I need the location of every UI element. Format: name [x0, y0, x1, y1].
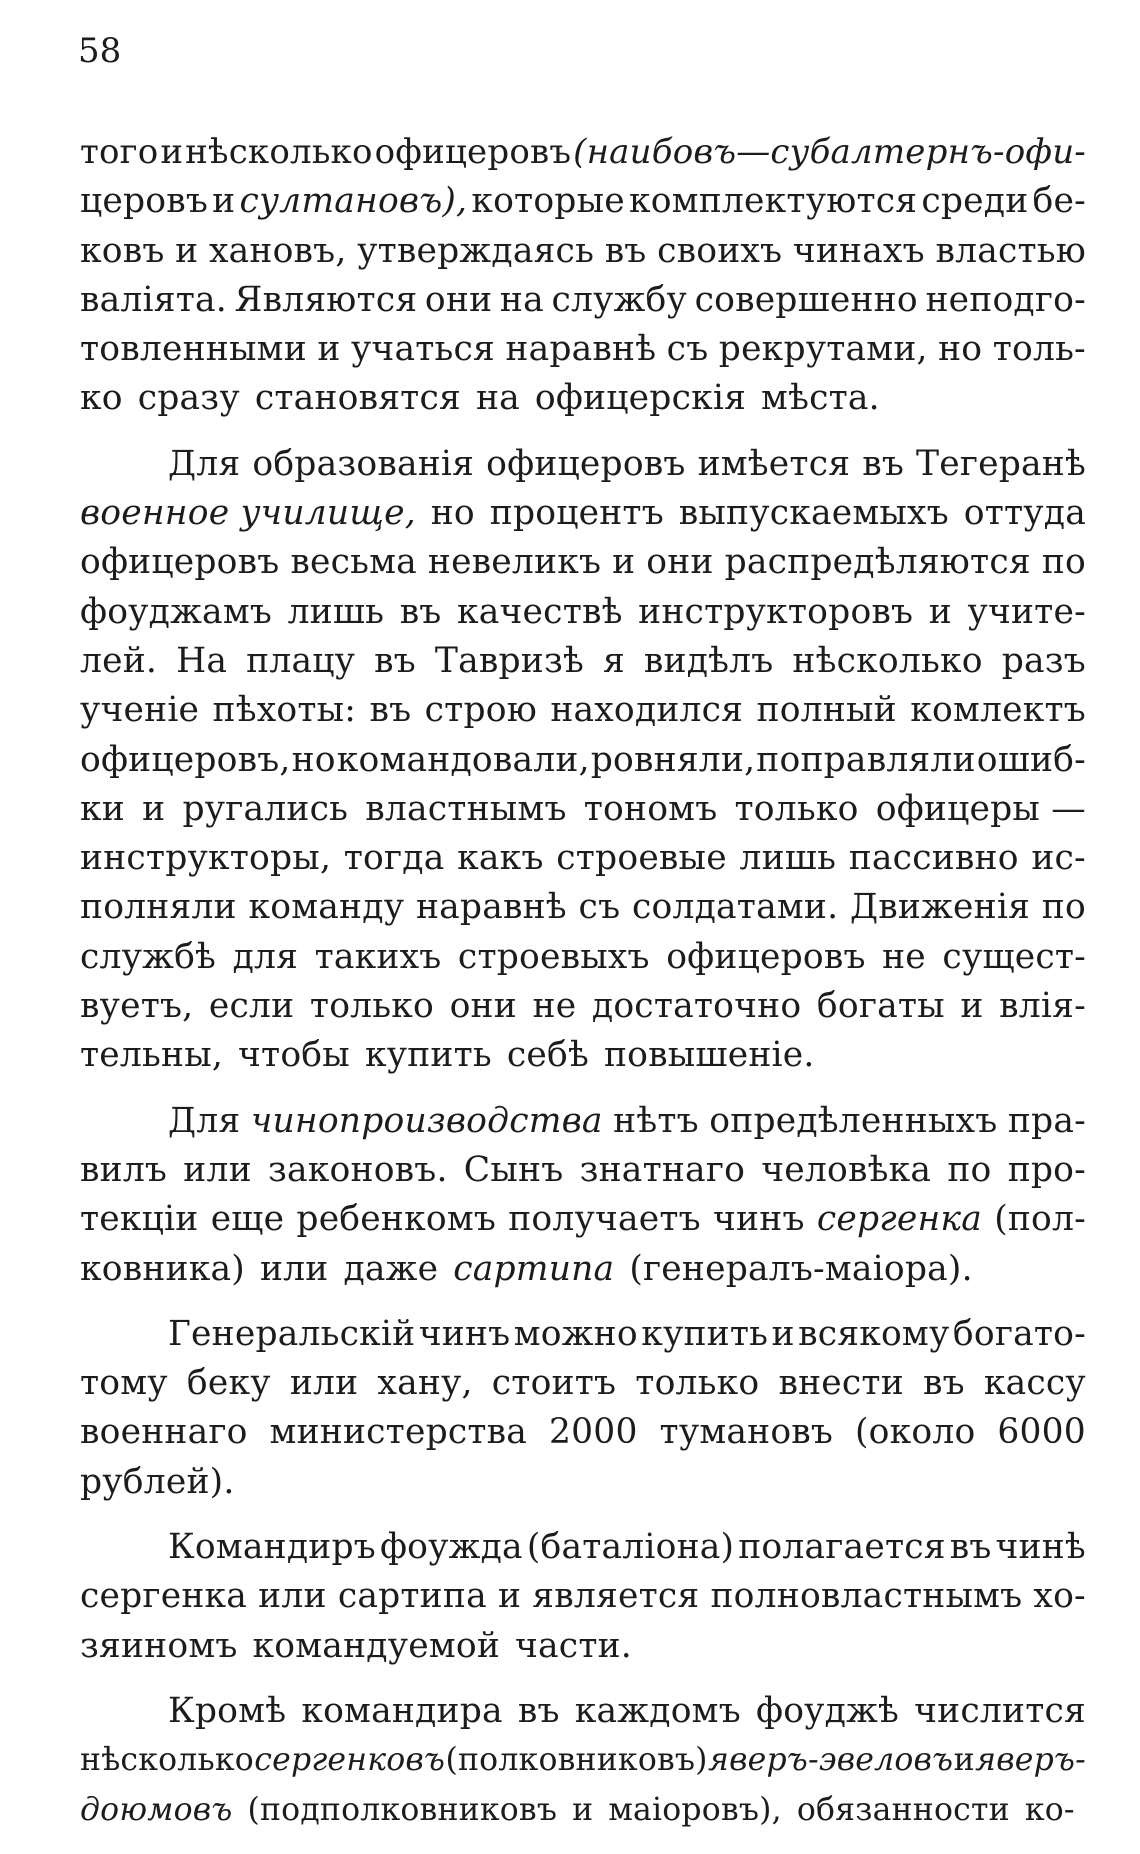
word: повышеніе. [603, 1035, 815, 1076]
word: тому [80, 1363, 168, 1404]
word: наравнѣ [415, 887, 567, 928]
word: своихъ [657, 230, 783, 271]
word: богаты [816, 986, 945, 1027]
word: становятся [254, 378, 461, 419]
word: вуетъ, [80, 986, 194, 1027]
word: Кромѣ [168, 1690, 287, 1731]
word: въ [517, 1690, 560, 1731]
word: властнымъ [365, 788, 567, 829]
word: они [646, 542, 714, 583]
word: по [1041, 887, 1086, 928]
word: можно [513, 1313, 638, 1354]
word: рублей). [80, 1461, 235, 1502]
word: выпускаемыхъ [678, 493, 949, 534]
word: утверждаясь [357, 230, 595, 271]
word: Являются [234, 279, 418, 320]
word: богато- [952, 1313, 1086, 1354]
word: съ [666, 329, 709, 370]
word: и [175, 230, 199, 271]
text-line [80, 686, 1086, 735]
paragraph-gap [80, 1081, 1086, 1097]
text-line [80, 374, 1086, 423]
word: чинѣ [995, 1527, 1086, 1568]
word: Для [168, 443, 241, 484]
text-line [80, 1736, 1086, 1785]
word: распредѣляются [724, 542, 1031, 583]
word: въ [369, 690, 412, 731]
word: офицеровъ [666, 936, 866, 977]
word: тумановъ [659, 1412, 834, 1453]
word: если [208, 986, 295, 1027]
word: наравнѣ [505, 329, 657, 370]
word: командуемой [252, 1625, 501, 1666]
word: сартипа [337, 1576, 487, 1617]
word: толь- [992, 329, 1086, 370]
text-line [80, 1687, 1086, 1736]
word: невеликъ [427, 542, 602, 583]
word: сергенка [80, 1576, 248, 1617]
word: (генералъ-маіора). [629, 1248, 973, 1289]
word: (подполковниковъ [247, 1791, 558, 1828]
paragraph-gap [80, 1671, 1086, 1687]
word: но [430, 493, 475, 534]
word: команду [248, 887, 405, 928]
word: ис- [1031, 838, 1086, 879]
word: лишь [739, 838, 837, 879]
word: комлектъ [910, 690, 1086, 731]
text-line [80, 489, 1086, 538]
word: которые [471, 181, 625, 222]
paragraph [80, 1687, 1086, 1835]
text-line [80, 538, 1086, 587]
text-line [80, 1310, 1086, 1359]
italic-term: сергенка [816, 1199, 982, 1240]
text-line [80, 883, 1086, 932]
text-line [80, 1097, 1086, 1146]
word: для [232, 936, 299, 977]
word: по [947, 1149, 992, 1190]
word: чинъ [418, 1313, 511, 1354]
word: части. [515, 1625, 632, 1666]
word: офицеровъ [374, 132, 572, 172]
word: чинахъ [792, 230, 925, 271]
word: совершенно [694, 279, 918, 320]
word: я [602, 640, 625, 681]
word: маіоровъ), [608, 1791, 782, 1828]
word: строю [424, 690, 537, 731]
word: качествѣ [457, 591, 623, 632]
word: въ [374, 640, 416, 681]
word: такихъ [314, 936, 442, 977]
word: инструкторы, [80, 838, 332, 879]
word: 6000 [997, 1412, 1086, 1453]
word: (пол- [994, 1199, 1086, 1240]
word: комплектуются [628, 181, 918, 222]
word: внести [778, 1363, 904, 1404]
word: достаточно [591, 986, 802, 1027]
word: Сынъ [463, 1149, 564, 1190]
word: ровняли, [590, 739, 756, 780]
word: мѣста. [761, 378, 880, 419]
word: нѣсколько [80, 1742, 254, 1779]
word: среди [921, 181, 1029, 222]
italic-term: военное училище, [80, 493, 416, 534]
word: чинъ [713, 1199, 805, 1240]
word: съ [578, 887, 621, 928]
word: про- [1007, 1149, 1086, 1190]
word: или [289, 1363, 359, 1404]
word: полновластнымъ [710, 1576, 1023, 1617]
word: (около [854, 1412, 976, 1453]
word: весьма [290, 542, 417, 583]
italic-term: (наибовъ—субалтернъ-офи- [573, 132, 1086, 172]
word: командира [301, 1690, 503, 1731]
word: обязанности [796, 1791, 1010, 1828]
text-line [80, 1458, 1086, 1507]
word: пѣхоты: [212, 690, 357, 731]
word: фоуджѣ [755, 1690, 900, 1731]
word: не [882, 936, 926, 977]
text-line [80, 227, 1086, 276]
word: офицеры — [875, 788, 1086, 829]
word: Тавризѣ [434, 640, 584, 681]
text-line [80, 588, 1086, 637]
word: купить [364, 1035, 492, 1076]
word: хо- [1033, 1576, 1086, 1617]
word: стоитъ [491, 1363, 617, 1404]
italic-term: яверъ- [975, 1742, 1086, 1779]
word: и [960, 986, 984, 1027]
word: по [1041, 542, 1086, 583]
word: и [771, 1313, 795, 1354]
word: купить [641, 1313, 769, 1354]
word: и [572, 1791, 594, 1828]
word: какъ [457, 838, 544, 879]
word: учаться [350, 329, 495, 370]
text-line [80, 1523, 1086, 1572]
word: солдатами. [631, 887, 839, 928]
body-text [80, 128, 1086, 1835]
text-line [80, 1146, 1086, 1195]
word: ки [80, 788, 125, 829]
word: на [499, 279, 544, 320]
paragraph [80, 1310, 1086, 1507]
word: или [258, 1576, 327, 1617]
word: человѣка [761, 1149, 932, 1190]
word: разъ [1001, 640, 1086, 681]
word: ребенкомъ [296, 1199, 497, 1240]
word: въ [399, 591, 442, 632]
text-line [80, 1359, 1086, 1408]
text-line [80, 1195, 1086, 1244]
word: даже [343, 1248, 439, 1289]
word: ко- [1024, 1791, 1075, 1828]
text-line [80, 1572, 1086, 1621]
text-line [80, 325, 1086, 374]
word: законовъ. [267, 1149, 448, 1190]
word: опредѣленныхъ [709, 1100, 998, 1141]
word: фоужда [379, 1527, 523, 1568]
word: и [160, 132, 184, 172]
word: того [80, 132, 159, 172]
word: находился [550, 690, 744, 731]
word: процентъ [489, 493, 664, 534]
word: 2000 [549, 1412, 638, 1453]
word: плацу [246, 640, 356, 681]
word: только [309, 986, 435, 1027]
word: текціи [80, 1199, 199, 1240]
paragraph [80, 1523, 1086, 1671]
word: не [532, 986, 577, 1027]
word: (баталіона) [526, 1527, 735, 1568]
word: сущест- [942, 936, 1086, 977]
paragraph [80, 128, 1086, 424]
text-line [80, 1786, 1086, 1835]
word: ученіе [80, 690, 200, 731]
word: пассивно [848, 838, 1019, 879]
paragraph-gap [80, 424, 1086, 440]
word: на [475, 378, 520, 419]
italic-term: яверъ-эвеловъ [708, 1742, 954, 1779]
word: видѣлъ [643, 640, 774, 681]
text-line [80, 834, 1086, 883]
word: рекрутами, [718, 329, 928, 370]
word: офицерскія [534, 378, 747, 419]
word: неподго- [925, 279, 1086, 320]
word: въ [949, 1527, 992, 1568]
word: Тегеранѣ [916, 443, 1086, 484]
text-line [80, 785, 1086, 834]
word: нѣсколько [792, 640, 983, 681]
word: офицеровъ, [80, 739, 291, 780]
word: но [291, 739, 336, 780]
italic-term: чинопроизводства [250, 1100, 603, 1141]
word: товленными [80, 329, 307, 370]
word: полняли [80, 887, 237, 928]
word: зяиномъ [80, 1625, 238, 1666]
paragraph [80, 1097, 1086, 1294]
word: хану, [377, 1363, 473, 1404]
word: службу [551, 279, 687, 320]
word: ковъ [80, 230, 165, 271]
text-line [80, 440, 1086, 489]
word: церовъ [80, 181, 209, 222]
paragraph-gap [80, 1507, 1086, 1523]
word: тогда [343, 838, 445, 879]
word: знатнаго [579, 1149, 746, 1190]
word: командовали, [336, 739, 590, 780]
word: Для [168, 1100, 241, 1141]
word: въ [862, 443, 904, 484]
word: каждомъ [574, 1690, 741, 1731]
word: (полковниковъ) [445, 1742, 708, 1779]
word: бе- [1032, 181, 1086, 222]
word: Генеральскій [168, 1313, 416, 1354]
word: сразу [137, 378, 240, 419]
word: офицеровъ [80, 542, 280, 583]
text-line [80, 1031, 1086, 1080]
word: только [734, 788, 859, 829]
word: еще [210, 1199, 285, 1240]
word: На [176, 640, 228, 681]
word: властью [935, 230, 1086, 271]
word: и [953, 1742, 975, 1779]
word: поправляли [756, 739, 976, 780]
word: и [928, 591, 952, 632]
word: и [317, 329, 341, 370]
word: фоуджамъ [80, 591, 273, 632]
text-line [80, 933, 1086, 982]
word: имѣется [697, 443, 851, 484]
word: Движенія [850, 887, 1031, 928]
word: беку [186, 1363, 271, 1404]
word: хановъ, [208, 230, 347, 271]
word: военнаго [80, 1412, 248, 1453]
italic-term: султановъ), [239, 181, 468, 222]
word: валіята. [80, 279, 227, 320]
word: въ [604, 230, 647, 271]
word: нѣтъ [613, 1100, 699, 1141]
word: нѣсколько [185, 132, 373, 172]
word: или [259, 1248, 329, 1289]
word: Командиръ [168, 1527, 376, 1568]
page-number: 58 [78, 31, 122, 71]
word: и [212, 181, 236, 222]
word: въ [922, 1363, 965, 1404]
word: ошиб- [976, 739, 1086, 780]
text-line [80, 1245, 1086, 1294]
word: и [497, 1576, 522, 1617]
word: влія- [999, 986, 1086, 1027]
word: полный [756, 690, 897, 731]
word: оттуда [963, 493, 1086, 534]
word: и [142, 788, 166, 829]
italic-term: сартипа [453, 1248, 615, 1289]
word: вилъ [80, 1149, 168, 1190]
text-line [80, 736, 1086, 785]
word: лишь [287, 591, 385, 632]
text-line [80, 1408, 1086, 1457]
text-line [80, 276, 1086, 325]
paragraph [80, 440, 1086, 1081]
word: тономъ [583, 788, 718, 829]
text-line [80, 637, 1086, 686]
word: себѣ [506, 1035, 589, 1076]
word: учите- [967, 591, 1086, 632]
word: службѣ [80, 936, 217, 977]
word: образованія [252, 443, 475, 484]
word: ко [80, 378, 123, 419]
text-line [80, 982, 1086, 1031]
paragraph-gap [80, 1294, 1086, 1310]
word: кассу [983, 1363, 1086, 1404]
word: они [449, 986, 517, 1027]
word: является [532, 1576, 700, 1617]
word: всякому [798, 1313, 950, 1354]
word: числится [914, 1690, 1086, 1731]
italic-term: доюмовъ [80, 1791, 233, 1828]
word: офицеровъ [486, 443, 686, 484]
word: только [635, 1363, 760, 1404]
word: полагается [738, 1527, 946, 1568]
word: получаетъ [508, 1199, 701, 1240]
word: лей. [80, 640, 158, 681]
word: и [612, 542, 636, 583]
word: ругались [182, 788, 349, 829]
word: пра- [1007, 1100, 1086, 1141]
word: но [938, 329, 983, 370]
word: министерства [269, 1412, 528, 1453]
word: строевыхъ [457, 936, 650, 977]
word: строевые [556, 838, 727, 879]
word: инструкторовъ [638, 591, 914, 632]
text-line [80, 177, 1086, 226]
word: ковника) [80, 1248, 245, 1289]
word: или [183, 1149, 252, 1190]
text-line [80, 1622, 1086, 1671]
word: тельны, [80, 1035, 224, 1076]
word: они [424, 279, 493, 320]
italic-term: сергенковъ [254, 1742, 446, 1779]
text-line [80, 128, 1086, 177]
word: чтобы [238, 1035, 350, 1076]
